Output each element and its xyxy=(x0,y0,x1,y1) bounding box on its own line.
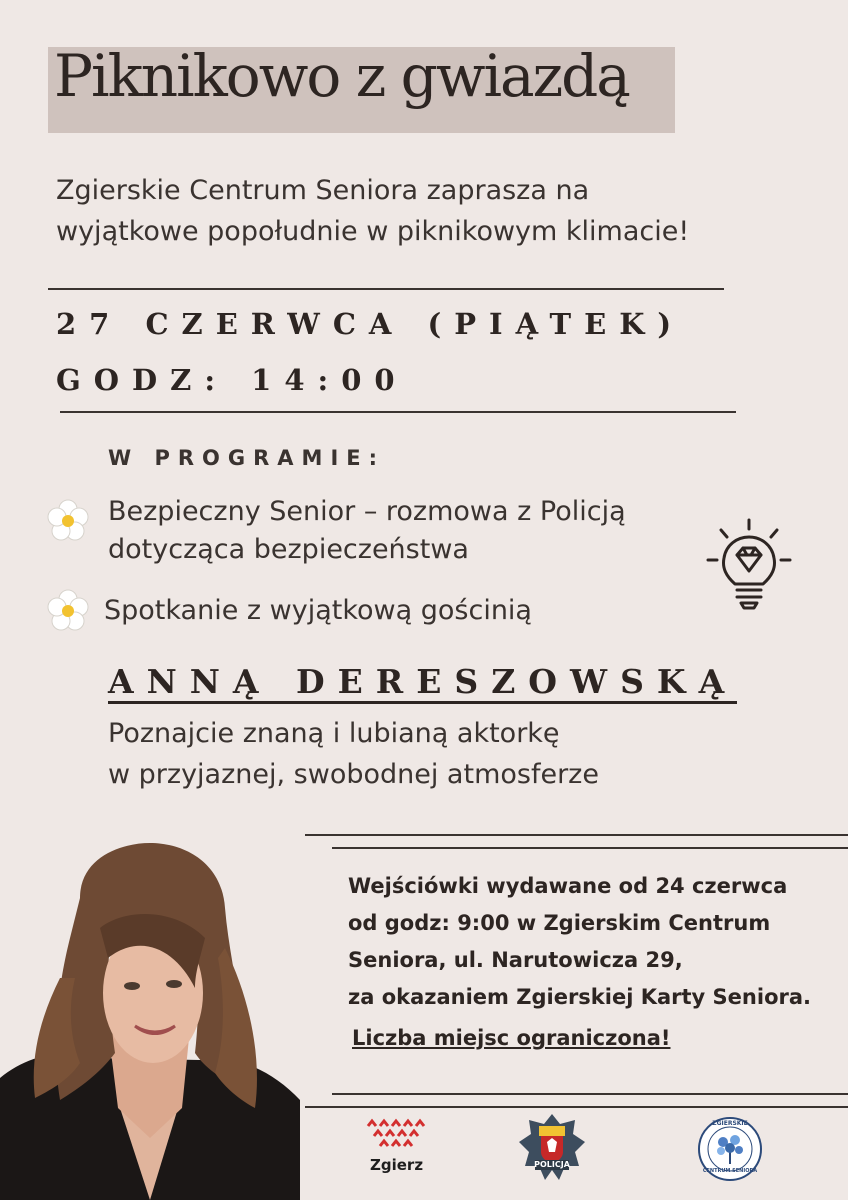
police-logo-icon xyxy=(517,1112,587,1182)
divider-bottom xyxy=(60,411,736,413)
lightbulb-diamond-icon xyxy=(704,518,794,612)
zgierz-logo-icon xyxy=(364,1118,432,1152)
guest-desc-line-2: w przyjaznej, swobodnej atmosferze xyxy=(108,759,599,790)
centrum-logo-bottom-label: CENTRUM SENIORA xyxy=(702,1168,758,1174)
zgierz-logo-label: Zgierz xyxy=(370,1156,424,1174)
portrait-photo xyxy=(0,838,300,1200)
tickets-line-4: za okazaniem Zgierskiej Karty Seniora. xyxy=(348,985,812,1009)
guest-desc-line-1: Poznajcie znaną i lubianą aktorkę xyxy=(108,718,560,749)
program-heading: W PROGRAMIE: xyxy=(108,446,386,470)
info-divider-1 xyxy=(305,834,848,836)
limited-seats-notice: Liczba miejsc ograniczona! xyxy=(352,1026,671,1050)
footer-divider-2 xyxy=(305,1106,848,1108)
event-date: 27 CZERWCA (PIĄTEK) xyxy=(56,307,685,341)
centrum-logo-top-label: ZGIERSKIE xyxy=(712,1120,748,1127)
program-item-1 xyxy=(108,493,626,569)
program-item-1-line-1: Bezpieczny Senior – rozmowa z Policją xyxy=(108,496,626,527)
guest-name: ANNĄ DERESZOWSKĄ xyxy=(108,663,737,704)
intro-line-2: wyjątkowe popołudnie w piknikowym klimacie! xyxy=(56,216,690,247)
footer-divider-1 xyxy=(332,1093,848,1095)
info-divider-2 xyxy=(332,847,848,849)
guest-description xyxy=(108,713,599,795)
tickets-line-1: Wejściówki wydawane od 24 czerwca xyxy=(348,874,788,898)
tickets-line-3: Seniora, ul. Narutowicza 29, xyxy=(348,948,683,972)
divider-top xyxy=(48,288,724,290)
flower-icon xyxy=(46,589,90,633)
intro-line-1: Zgierskie Centrum Seniora zaprasza na xyxy=(56,175,590,206)
program-item-2-line-1: Spotkanie z wyjątkową gościnią xyxy=(104,595,532,626)
tickets-line-2: od godz: 9:00 w Zgierskim Centrum xyxy=(348,911,771,935)
event-time: GODZ: 14:00 xyxy=(56,363,408,397)
tickets-info xyxy=(348,868,811,1016)
intro-text xyxy=(56,170,689,252)
page-title: Piknikowo z gwiazdą xyxy=(54,42,629,110)
program-item-2 xyxy=(104,592,532,630)
police-logo-label: POLICJA xyxy=(534,1160,570,1169)
program-item-1-line-2: dotycząca bezpieczeństwa xyxy=(108,534,469,565)
flower-icon xyxy=(46,499,90,543)
